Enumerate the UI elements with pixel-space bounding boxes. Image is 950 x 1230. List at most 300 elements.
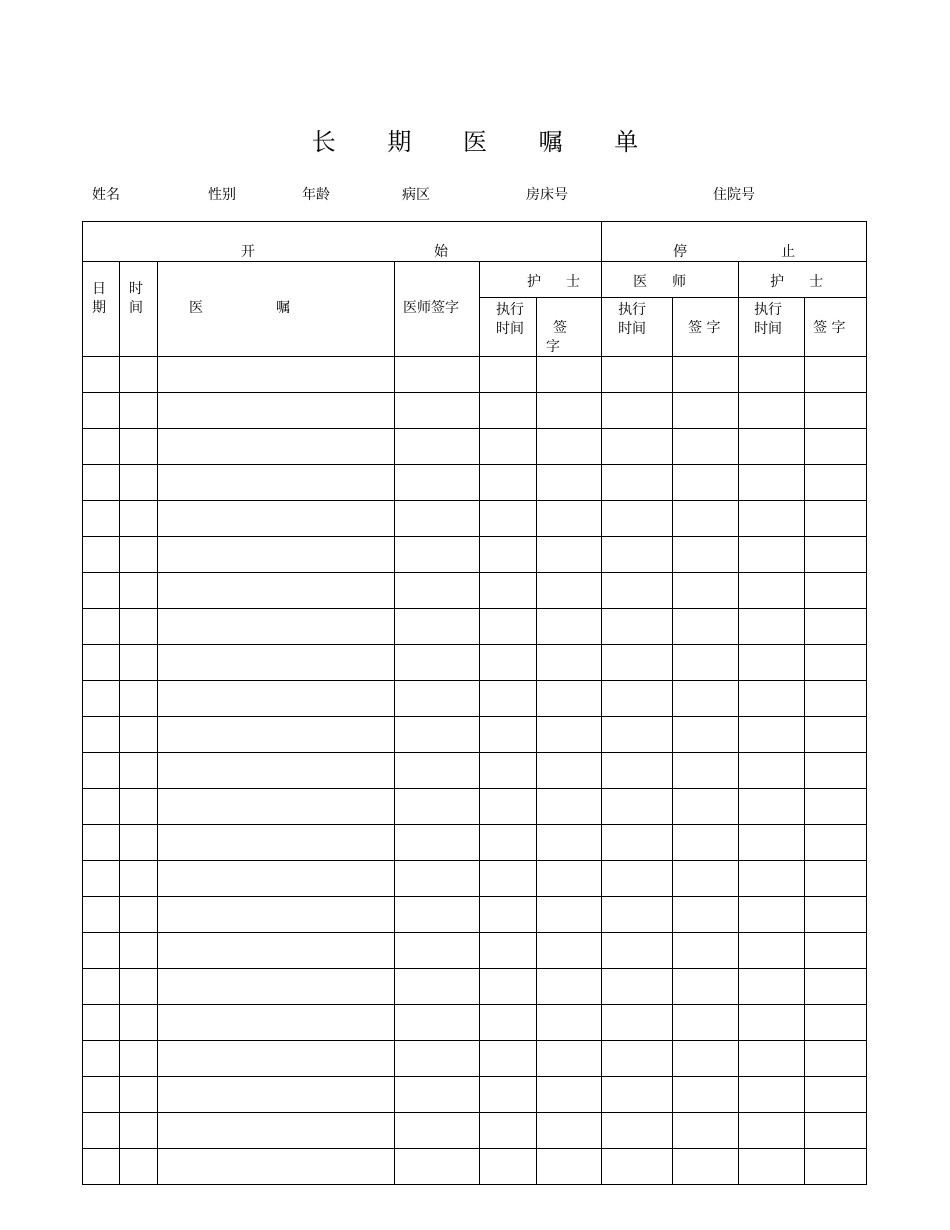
stop-nurse-exec-time-cell[interactable] (739, 573, 805, 609)
date-cell[interactable] (83, 753, 120, 789)
stop-doctor-exec-time-cell[interactable] (602, 465, 673, 501)
time-cell[interactable] (120, 501, 158, 537)
stop-nurse-sign-header (805, 298, 867, 357)
order-entry-row (83, 1149, 867, 1185)
start-nurse-sign-cell[interactable] (537, 429, 602, 465)
stop-doctor-sign-cell[interactable] (673, 1077, 739, 1113)
start-nurse-exec-time-header (480, 298, 537, 357)
bed-label: 房床号 (526, 187, 568, 203)
stop-doctor-sign-cell[interactable] (673, 681, 739, 717)
date-cell[interactable] (83, 861, 120, 897)
stop-doctor-exec-time-cell[interactable] (602, 393, 673, 429)
order-cell[interactable] (158, 1077, 395, 1113)
order-entry-row (83, 789, 867, 825)
start-nurse-exec-time-cell[interactable] (480, 609, 537, 645)
order-cell[interactable] (158, 465, 395, 501)
date-cell[interactable] (83, 933, 120, 969)
time-cell[interactable] (120, 717, 158, 753)
order-cell[interactable] (158, 861, 395, 897)
order-entry-row (83, 753, 867, 789)
stop-nurse-sign-cell[interactable] (805, 1113, 867, 1149)
stop-doctor-sign-label: 签 字 (688, 320, 721, 336)
order-cell[interactable] (158, 537, 395, 573)
stop-doctor-sign-cell[interactable] (673, 717, 739, 753)
order-entry-row (83, 609, 867, 645)
date-cell[interactable] (83, 1005, 120, 1041)
stop-nurse-exec-time-cell[interactable] (739, 1077, 805, 1113)
stop-doctor-exec-time-cell[interactable] (602, 609, 673, 645)
stop-doctor-exec-time-cell[interactable] (602, 753, 673, 789)
stop-doctor-sign-header (673, 298, 739, 357)
start-nurse-exec-time-cell[interactable] (480, 789, 537, 825)
date-header-char-2: 期 (92, 300, 106, 316)
stop-nurse-exec-time-cell[interactable] (739, 537, 805, 573)
order-cell[interactable] (158, 717, 395, 753)
long-term-orders-table (82, 221, 867, 1185)
stop-nurse-header-char-2: 士 (809, 274, 824, 290)
doctor-sign-cell[interactable] (395, 861, 480, 897)
doctor-sign-cell[interactable] (395, 753, 480, 789)
stop-doctor-exec-time-cell[interactable] (602, 825, 673, 861)
stop-doctor-sign-cell[interactable] (673, 609, 739, 645)
stop-nurse-sign-cell[interactable] (805, 789, 867, 825)
stop-nurse-exec-time-cell[interactable] (739, 645, 805, 681)
stop-nurse-exec-time-cell[interactable] (739, 1041, 805, 1077)
start-nurse-sign-cell[interactable] (537, 753, 602, 789)
start-nurse-exec-time-cell[interactable] (480, 753, 537, 789)
date-cell[interactable] (83, 969, 120, 1005)
stop-doctor-exec-line-1: 执行 (618, 302, 647, 318)
doctor-sign-cell[interactable] (395, 897, 480, 933)
date-header-char-1: 日 (92, 281, 106, 297)
start-group-right-char: 始 (434, 244, 448, 260)
stop-doctor-exec-time-cell[interactable] (602, 1005, 673, 1041)
doctor-sign-cell[interactable] (395, 609, 480, 645)
date-cell[interactable] (83, 393, 120, 429)
start-nurse-sign-cell[interactable] (537, 645, 602, 681)
stop-nurse-exec-time-cell[interactable] (739, 825, 805, 861)
start-nurse-header (480, 262, 602, 298)
stop-doctor-exec-line-2: 时间 (618, 321, 647, 337)
order-entry-row (83, 861, 867, 897)
start-nurse-sign-cell[interactable] (537, 1113, 602, 1149)
order-entry-row (83, 573, 867, 609)
time-cell[interactable] (120, 933, 158, 969)
start-nurse-sign-cell[interactable] (537, 357, 602, 393)
time-cell[interactable] (120, 573, 158, 609)
order-cell[interactable] (158, 645, 395, 681)
start-nurse-sign-cell[interactable] (537, 1005, 602, 1041)
time-cell[interactable] (120, 789, 158, 825)
group-header-row (83, 222, 867, 262)
start-nurse-sign-cell[interactable] (537, 933, 602, 969)
start-nurse-sign-cell[interactable] (537, 681, 602, 717)
doctor-sign-cell[interactable] (395, 825, 480, 861)
stop-doctor-exec-time-cell[interactable] (602, 573, 673, 609)
stop-doctor-sign-cell[interactable] (673, 573, 739, 609)
start-nurse-sign-cell[interactable] (537, 897, 602, 933)
start-nurse-sign-char-1: 签 (553, 320, 567, 336)
stop-nurse-sign-cell[interactable] (805, 1149, 867, 1185)
time-cell[interactable] (120, 1005, 158, 1041)
stop-nurse-exec-time-header (739, 298, 805, 357)
stop-doctor-sign-cell[interactable] (673, 789, 739, 825)
stop-doctor-sign-cell[interactable] (673, 429, 739, 465)
order-header-char-2: 嘱 (276, 300, 290, 316)
stop-nurse-sign-cell[interactable] (805, 609, 867, 645)
date-cell[interactable] (83, 681, 120, 717)
stop-nurse-exec-time-cell[interactable] (739, 429, 805, 465)
stop-nurse-sign-cell[interactable] (805, 573, 867, 609)
order-cell[interactable] (158, 825, 395, 861)
order-entry-row (83, 1113, 867, 1149)
order-cell[interactable] (158, 681, 395, 717)
start-nurse-header-char-2: 士 (566, 274, 580, 290)
start-nurse-sign-cell[interactable] (537, 825, 602, 861)
stop-nurse-header-char-1: 护 (770, 274, 785, 290)
start-nurse-exec-time-cell[interactable] (480, 861, 537, 897)
stop-doctor-sign-cell[interactable] (673, 645, 739, 681)
start-nurse-exec-time-cell[interactable] (480, 1113, 537, 1149)
column-header-row-1 (83, 262, 867, 298)
stop-doctor-header-char-1: 医 (633, 274, 648, 290)
date-cell[interactable] (83, 1113, 120, 1149)
date-cell[interactable] (83, 609, 120, 645)
time-cell[interactable] (120, 1077, 158, 1113)
doctor-sign-cell[interactable] (395, 717, 480, 753)
doctor-sign-cell[interactable] (395, 1041, 480, 1077)
stop-doctor-header-char-2: 师 (672, 274, 687, 290)
order-cell[interactable] (158, 1005, 395, 1041)
stop-doctor-exec-time-cell[interactable] (602, 789, 673, 825)
start-nurse-sign-cell[interactable] (537, 717, 602, 753)
order-entry-row (83, 681, 867, 717)
date-cell[interactable] (83, 573, 120, 609)
stop-nurse-sign-cell[interactable] (805, 357, 867, 393)
start-nurse-exec-time-cell[interactable] (480, 897, 537, 933)
start-nurse-exec-time-cell[interactable] (480, 537, 537, 573)
order-cell[interactable] (158, 897, 395, 933)
doctor-sign-cell[interactable] (395, 465, 480, 501)
stop-nurse-exec-time-cell[interactable] (739, 861, 805, 897)
start-nurse-exec-time-cell[interactable] (480, 1041, 537, 1077)
stop-doctor-sign-cell[interactable] (673, 393, 739, 429)
stop-nurse-exec-time-cell[interactable] (739, 609, 805, 645)
sex-label: 性别 (208, 187, 236, 203)
doctor-sign-cell[interactable] (395, 537, 480, 573)
date-cell[interactable] (83, 789, 120, 825)
start-nurse-exec-time-cell[interactable] (480, 1077, 537, 1113)
stop-group-right-char: 止 (781, 244, 796, 260)
doctor-sign-cell[interactable] (395, 969, 480, 1005)
order-cell[interactable] (158, 933, 395, 969)
stop-doctor-sign-cell[interactable] (673, 501, 739, 537)
stop-nurse-exec-time-cell[interactable] (739, 393, 805, 429)
order-entry-row (83, 357, 867, 393)
date-cell[interactable] (83, 825, 120, 861)
stop-nurse-sign-cell[interactable] (805, 1077, 867, 1113)
order-cell[interactable] (158, 573, 395, 609)
order-entry-row (83, 465, 867, 501)
order-cell[interactable] (158, 609, 395, 645)
order-header-char-1: 医 (189, 300, 203, 316)
doctor-sign-cell[interactable] (395, 393, 480, 429)
start-nurse-exec-line-2: 时间 (496, 321, 524, 337)
start-nurse-exec-time-cell[interactable] (480, 1149, 537, 1185)
order-entry-row (83, 825, 867, 861)
stop-doctor-exec-time-cell[interactable] (602, 717, 673, 753)
stop-nurse-sign-cell[interactable] (805, 933, 867, 969)
stop-doctor-sign-cell[interactable] (673, 1041, 739, 1077)
start-nurse-exec-time-cell[interactable] (480, 573, 537, 609)
start-nurse-sign-cell[interactable] (537, 1149, 602, 1185)
start-nurse-sign-cell[interactable] (537, 861, 602, 897)
start-nurse-sign-cell[interactable] (537, 1077, 602, 1113)
start-nurse-sign-cell[interactable] (537, 465, 602, 501)
order-cell[interactable] (158, 753, 395, 789)
start-nurse-exec-time-cell[interactable] (480, 501, 537, 537)
doctor-sign-cell[interactable] (395, 1149, 480, 1185)
order-entry-row (83, 645, 867, 681)
order-cell[interactable] (158, 429, 395, 465)
doctor-sign-cell[interactable] (395, 501, 480, 537)
time-cell[interactable] (120, 1149, 158, 1185)
stop-doctor-exec-time-cell[interactable] (602, 537, 673, 573)
start-nurse-exec-time-cell[interactable] (480, 717, 537, 753)
order-column-header (158, 262, 395, 357)
order-entry-row (83, 933, 867, 969)
stop-doctor-exec-time-cell[interactable] (602, 897, 673, 933)
stop-nurse-sign-cell[interactable] (805, 897, 867, 933)
date-cell[interactable] (83, 897, 120, 933)
stop-group-left-char: 停 (673, 244, 688, 260)
start-nurse-sign-cell[interactable] (537, 537, 602, 573)
stop-doctor-sign-cell[interactable] (673, 969, 739, 1005)
stop-nurse-exec-time-cell[interactable] (739, 1005, 805, 1041)
stop-doctor-sign-cell[interactable] (673, 825, 739, 861)
order-cell[interactable] (158, 789, 395, 825)
stop-nurse-sign-cell[interactable] (805, 465, 867, 501)
start-nurse-sign-cell[interactable] (537, 969, 602, 1005)
stop-nurse-exec-time-cell[interactable] (739, 681, 805, 717)
stop-nurse-exec-time-cell[interactable] (739, 717, 805, 753)
stop-nurse-sign-cell[interactable] (805, 825, 867, 861)
start-nurse-exec-time-cell[interactable] (480, 933, 537, 969)
stop-nurse-sign-cell[interactable] (805, 1005, 867, 1041)
stop-nurse-sign-cell[interactable] (805, 861, 867, 897)
stop-doctor-sign-cell[interactable] (673, 1005, 739, 1041)
doctor-sign-cell[interactable] (395, 933, 480, 969)
time-cell[interactable] (120, 357, 158, 393)
time-header-char-1: 时 (129, 281, 143, 297)
stop-nurse-sign-cell[interactable] (805, 393, 867, 429)
start-nurse-sign-cell[interactable] (537, 501, 602, 537)
stop-nurse-sign-cell[interactable] (805, 501, 867, 537)
order-cell[interactable] (158, 1149, 395, 1185)
stop-doctor-exec-time-cell[interactable] (602, 1149, 673, 1185)
time-cell[interactable] (120, 537, 158, 573)
doctor-sign-cell[interactable] (395, 645, 480, 681)
stop-nurse-exec-time-cell[interactable] (739, 753, 805, 789)
stop-doctor-sign-cell[interactable] (673, 465, 739, 501)
name-label: 姓名 (92, 187, 120, 203)
stop-nurse-exec-time-cell[interactable] (739, 1113, 805, 1149)
stop-nurse-sign-cell[interactable] (805, 969, 867, 1005)
stop-doctor-exec-time-cell[interactable] (602, 429, 673, 465)
ward-label: 病区 (402, 187, 430, 203)
stop-doctor-exec-time-cell[interactable] (602, 1077, 673, 1113)
stop-nurse-exec-line-2: 时间 (754, 321, 783, 337)
date-cell[interactable] (83, 1149, 120, 1185)
time-cell[interactable] (120, 609, 158, 645)
stop-doctor-sign-cell[interactable] (673, 357, 739, 393)
time-cell[interactable] (120, 825, 158, 861)
date-column-header (83, 262, 120, 357)
order-entry-row (83, 897, 867, 933)
doctor-sign-cell[interactable] (395, 573, 480, 609)
stop-nurse-exec-time-cell[interactable] (739, 789, 805, 825)
admission-no-label: 住院号 (713, 187, 755, 203)
doctor-sign-cell[interactable] (395, 429, 480, 465)
date-cell[interactable] (83, 1077, 120, 1113)
stop-doctor-sign-cell[interactable] (673, 537, 739, 573)
stop-nurse-sign-cell[interactable] (805, 717, 867, 753)
stop-nurse-sign-cell[interactable] (805, 537, 867, 573)
start-nurse-sign-cell[interactable] (537, 609, 602, 645)
date-cell[interactable] (83, 465, 120, 501)
stop-nurse-exec-time-cell[interactable] (739, 465, 805, 501)
time-cell[interactable] (120, 753, 158, 789)
time-cell[interactable] (120, 681, 158, 717)
doctor-sign-cell[interactable] (395, 1005, 480, 1041)
stop-nurse-exec-time-cell[interactable] (739, 501, 805, 537)
stop-doctor-exec-time-cell[interactable] (602, 969, 673, 1005)
start-nurse-sign-cell[interactable] (537, 1041, 602, 1077)
order-cell[interactable] (158, 357, 395, 393)
stop-nurse-sign-cell[interactable] (805, 753, 867, 789)
doctor-sign-column-header (395, 262, 480, 357)
start-nurse-exec-time-cell[interactable] (480, 357, 537, 393)
start-nurse-exec-time-cell[interactable] (480, 969, 537, 1005)
order-cell[interactable] (158, 1113, 395, 1149)
start-nurse-header-char-1: 护 (527, 274, 541, 290)
stop-nurse-sign-cell[interactable] (805, 645, 867, 681)
doctor-sign-cell[interactable] (395, 1077, 480, 1113)
time-cell[interactable] (120, 393, 158, 429)
stop-nurse-exec-time-cell[interactable] (739, 969, 805, 1005)
stop-doctor-sign-cell[interactable] (673, 933, 739, 969)
time-cell[interactable] (120, 645, 158, 681)
page-title: 长 期 医 嘱 单 (311, 128, 661, 156)
stop-nurse-exec-time-cell[interactable] (739, 357, 805, 393)
date-cell[interactable] (83, 501, 120, 537)
order-cell[interactable] (158, 501, 395, 537)
start-nurse-sign-cell[interactable] (537, 573, 602, 609)
start-nurse-exec-time-cell[interactable] (480, 465, 537, 501)
stop-doctor-exec-time-cell[interactable] (602, 681, 673, 717)
time-cell[interactable] (120, 429, 158, 465)
stop-nurse-exec-time-cell[interactable] (739, 933, 805, 969)
stop-doctor-exec-time-cell[interactable] (602, 1113, 673, 1149)
stop-group-header (602, 222, 867, 262)
stop-doctor-exec-time-header (602, 298, 673, 357)
stop-doctor-header (602, 262, 739, 298)
order-entry-row (83, 501, 867, 537)
doctor-sign-cell[interactable] (395, 789, 480, 825)
stop-nurse-sign-cell[interactable] (805, 1041, 867, 1077)
doctor-sign-header-label: 医师签字 (403, 300, 459, 316)
stop-doctor-sign-cell[interactable] (673, 753, 739, 789)
start-nurse-exec-time-cell[interactable] (480, 429, 537, 465)
date-cell[interactable] (83, 717, 120, 753)
stop-doctor-sign-cell[interactable] (673, 1113, 739, 1149)
order-entry-row (83, 969, 867, 1005)
start-nurse-exec-time-cell[interactable] (480, 681, 537, 717)
order-entry-row (83, 537, 867, 573)
date-cell[interactable] (83, 645, 120, 681)
order-cell[interactable] (158, 1041, 395, 1077)
time-cell[interactable] (120, 1113, 158, 1149)
start-nurse-exec-time-cell[interactable] (480, 1005, 537, 1041)
stop-nurse-exec-line-1: 执行 (754, 302, 783, 318)
stop-doctor-exec-time-cell[interactable] (602, 501, 673, 537)
time-cell[interactable] (120, 1041, 158, 1077)
date-cell[interactable] (83, 537, 120, 573)
stop-doctor-exec-time-cell[interactable] (602, 357, 673, 393)
start-group-header (83, 222, 602, 262)
time-cell[interactable] (120, 861, 158, 897)
start-nurse-exec-time-cell[interactable] (480, 825, 537, 861)
doctor-sign-cell[interactable] (395, 681, 480, 717)
stop-nurse-exec-time-cell[interactable] (739, 897, 805, 933)
stop-nurse-sign-cell[interactable] (805, 681, 867, 717)
stop-nurse-sign-cell[interactable] (805, 429, 867, 465)
time-cell[interactable] (120, 969, 158, 1005)
start-nurse-exec-time-cell[interactable] (480, 393, 537, 429)
stop-doctor-sign-cell[interactable] (673, 897, 739, 933)
date-cell[interactable] (83, 429, 120, 465)
date-cell[interactable] (83, 1041, 120, 1077)
doctor-sign-cell[interactable] (395, 1113, 480, 1149)
order-entry-row (83, 1005, 867, 1041)
order-entry-row (83, 1041, 867, 1077)
order-entry-row (83, 429, 867, 465)
order-cell[interactable] (158, 393, 395, 429)
time-cell[interactable] (120, 465, 158, 501)
start-nurse-sign-cell[interactable] (537, 393, 602, 429)
start-nurse-exec-time-cell[interactable] (480, 645, 537, 681)
doctor-sign-cell[interactable] (395, 357, 480, 393)
start-nurse-sign-header (537, 298, 602, 357)
stop-nurse-header (739, 262, 867, 298)
stop-nurse-exec-time-cell[interactable] (739, 1149, 805, 1185)
order-cell[interactable] (158, 969, 395, 1005)
date-cell[interactable] (83, 357, 120, 393)
order-entry-row (83, 393, 867, 429)
time-header-char-2: 间 (129, 300, 143, 316)
stop-doctor-sign-cell[interactable] (673, 861, 739, 897)
time-cell[interactable] (120, 897, 158, 933)
stop-doctor-exec-time-cell[interactable] (602, 861, 673, 897)
start-nurse-sign-char-2: 字 (546, 339, 560, 355)
stop-doctor-exec-time-cell[interactable] (602, 933, 673, 969)
stop-doctor-sign-cell[interactable] (673, 1149, 739, 1185)
stop-doctor-exec-time-cell[interactable] (602, 1041, 673, 1077)
stop-doctor-exec-time-cell[interactable] (602, 645, 673, 681)
start-nurse-sign-cell[interactable] (537, 789, 602, 825)
order-entry-row (83, 717, 867, 753)
stop-nurse-sign-label: 签 字 (813, 320, 846, 336)
